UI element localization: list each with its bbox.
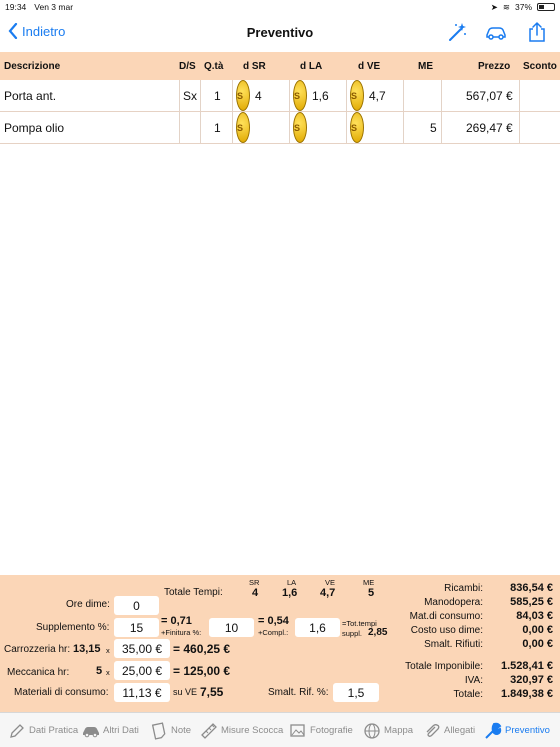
- row-prezzo: 269,47 €: [466, 120, 513, 135]
- tab-label: Fotografie: [310, 725, 353, 736]
- total-label: Totale:: [453, 689, 483, 700]
- col-qta: Q.tà: [204, 60, 224, 72]
- totale-tempi-label: Totale Tempi:: [164, 587, 223, 598]
- tab-label: Preventivo: [505, 725, 550, 736]
- row-prezzo: 567,07 €: [466, 88, 513, 103]
- tab-label: Mappa: [384, 725, 414, 736]
- globe-icon: [363, 722, 381, 740]
- col-me: ME: [418, 60, 433, 72]
- ore-dime-label: Ore dime:: [66, 599, 110, 610]
- tempi-ve-label: VE: [325, 578, 336, 587]
- status-bar: [0, 0, 560, 14]
- tab-label: Dati Pratica: [29, 725, 79, 736]
- total-value: 1.849,38 €: [501, 688, 553, 700]
- carrozzeria-rate-field[interactable]: 35,00 €: [114, 639, 170, 658]
- total-label: IVA:: [464, 675, 483, 686]
- wrench-icon: [484, 722, 502, 740]
- navigation-bar: [0, 14, 560, 52]
- car-icon: [82, 722, 100, 740]
- su-ve-value: 7,55: [200, 685, 224, 699]
- tab-dati-pratica[interactable]: [8, 713, 78, 747]
- row-ds: Sx: [183, 88, 198, 103]
- meccanica-total: = 125,00 €: [173, 664, 231, 678]
- compl-label: +Compl.:: [258, 628, 289, 637]
- battery-fill: [539, 5, 544, 9]
- tab-mappa[interactable]: [363, 713, 413, 747]
- carrozzeria-hours: 13,15: [73, 643, 101, 655]
- materiali-label: Materiali di consumo:: [14, 687, 109, 698]
- carrozzeria-label: Carrozzeria hr:: [4, 644, 71, 655]
- row-sr: 4: [255, 88, 262, 103]
- row-qta: 1: [214, 120, 221, 135]
- tot-tempi-label: =Tot.tempi: [342, 619, 377, 628]
- battery-percent: 37%: [514, 2, 532, 12]
- paperclip-icon: [423, 722, 441, 740]
- tempi-la-value: 1,6: [282, 587, 298, 599]
- magic-wand-icon[interactable]: [446, 21, 468, 43]
- suppl-value: 2,85: [368, 627, 388, 638]
- tab-label: Misure Scocca: [221, 725, 284, 736]
- photos-icon: [289, 722, 307, 740]
- tempi-la-label: LA: [287, 578, 297, 587]
- location-icon: ➤: [490, 1, 498, 12]
- total-label: Mat.di consumo:: [409, 611, 483, 622]
- total-label: Smalt. Rifiuti:: [424, 639, 483, 650]
- col-dsr: d SR: [243, 60, 266, 72]
- tab-misure-scocca[interactable]: [200, 713, 283, 747]
- finitura-field[interactable]: 10: [209, 618, 254, 637]
- supplemento-result: = 0,71: [161, 615, 192, 627]
- tempi-sr-label: SR: [249, 578, 260, 587]
- total-label: Totale Imponibile:: [405, 661, 483, 672]
- pencil-icon: [8, 722, 26, 740]
- tab-bar: [0, 712, 560, 747]
- meccanica-label: Meccanica hr:: [7, 667, 70, 678]
- tab-label: Note: [171, 725, 192, 736]
- supplemento-label: Supplemento %:: [36, 622, 110, 633]
- tab-preventivo[interactable]: [484, 713, 550, 747]
- total-value: 84,03 €: [516, 610, 553, 622]
- carrozzeria-total: = 460,25 €: [173, 642, 231, 656]
- note-icon: [150, 722, 168, 740]
- total-label: Ricambi:: [444, 583, 483, 594]
- total-value: 320,97 €: [510, 674, 553, 686]
- tempi-me-label: ME: [363, 578, 375, 587]
- suppl-label: suppl.: [342, 629, 363, 638]
- row-descrizione: Porta ant.: [4, 88, 57, 103]
- tempi-me-value: 5: [368, 587, 375, 599]
- col-descrizione: Descrizione: [4, 60, 61, 72]
- table-header: [0, 52, 560, 80]
- tab-allegati[interactable]: [423, 713, 475, 747]
- meccanica-x: x: [106, 668, 110, 677]
- supplemento-field[interactable]: 15: [114, 618, 159, 637]
- smalt-rif-label: Smalt. Rif. %:: [268, 687, 329, 698]
- finitura-result: = 0,54: [258, 615, 289, 627]
- tab-fotografie[interactable]: [289, 713, 353, 747]
- ore-dime-field[interactable]: 0: [114, 596, 159, 615]
- meccanica-hours: 5: [96, 665, 103, 677]
- materiali-field[interactable]: 11,13 €: [114, 683, 170, 702]
- col-sconto: Sconto: [523, 60, 557, 72]
- total-value: 0,00 €: [522, 624, 553, 636]
- car-icon[interactable]: [485, 21, 507, 43]
- tab-note[interactable]: [150, 713, 191, 747]
- tab-label: Altri Dati: [103, 725, 139, 736]
- total-label: Costo uso dime:: [410, 625, 483, 636]
- total-value: 0,00 €: [522, 638, 553, 650]
- col-dve: d VE: [358, 60, 381, 72]
- row-la: 1,6: [312, 88, 329, 103]
- ruler-icon: [200, 722, 218, 740]
- meccanica-rate-field[interactable]: 25,00 €: [114, 661, 170, 680]
- row-qta: 1: [214, 88, 221, 103]
- total-value: 1.528,41 €: [501, 660, 553, 672]
- total-label: Manodopera:: [424, 597, 483, 608]
- battery-icon: [537, 3, 555, 11]
- page-title: Preventivo: [246, 25, 314, 40]
- carrozzeria-x: x: [106, 646, 110, 655]
- status-time: 19:34: [5, 2, 27, 12]
- smalt-rif-field[interactable]: 1,5: [333, 683, 379, 702]
- col-dla: d LA: [300, 60, 323, 72]
- table-row[interactable]: Pompa olio 1 S S S 5 269,47 €: [0, 112, 560, 144]
- row-ve: 4,7: [369, 88, 386, 103]
- tempi-ve-value: 4,7: [320, 587, 336, 599]
- share-icon[interactable]: [526, 21, 548, 43]
- col-prezzo: Prezzo: [478, 60, 511, 72]
- status-date: Ven 3 mar: [34, 2, 74, 12]
- summary-panel: [0, 575, 560, 712]
- tempi-sr-value: 4: [252, 587, 259, 599]
- row-me: 5: [430, 120, 437, 135]
- compl-field[interactable]: 1,6: [295, 618, 340, 637]
- finitura-label: +Finitura %:: [161, 628, 202, 637]
- back-label: Indietro: [22, 23, 66, 39]
- tab-altri-dati[interactable]: [82, 713, 139, 747]
- wifi-icon: ≋: [502, 1, 510, 12]
- table-row[interactable]: Porta ant. Sx 1 S 4 S 1,6 S 4,7 567,07 €: [0, 80, 560, 112]
- su-ve-label: su VE: [173, 687, 198, 697]
- col-ds: D/S: [179, 60, 196, 72]
- total-value: 836,54 €: [510, 582, 553, 594]
- row-descrizione: Pompa olio: [4, 120, 65, 135]
- total-value: 585,25 €: [510, 596, 553, 608]
- tab-label: Allegati: [444, 725, 476, 736]
